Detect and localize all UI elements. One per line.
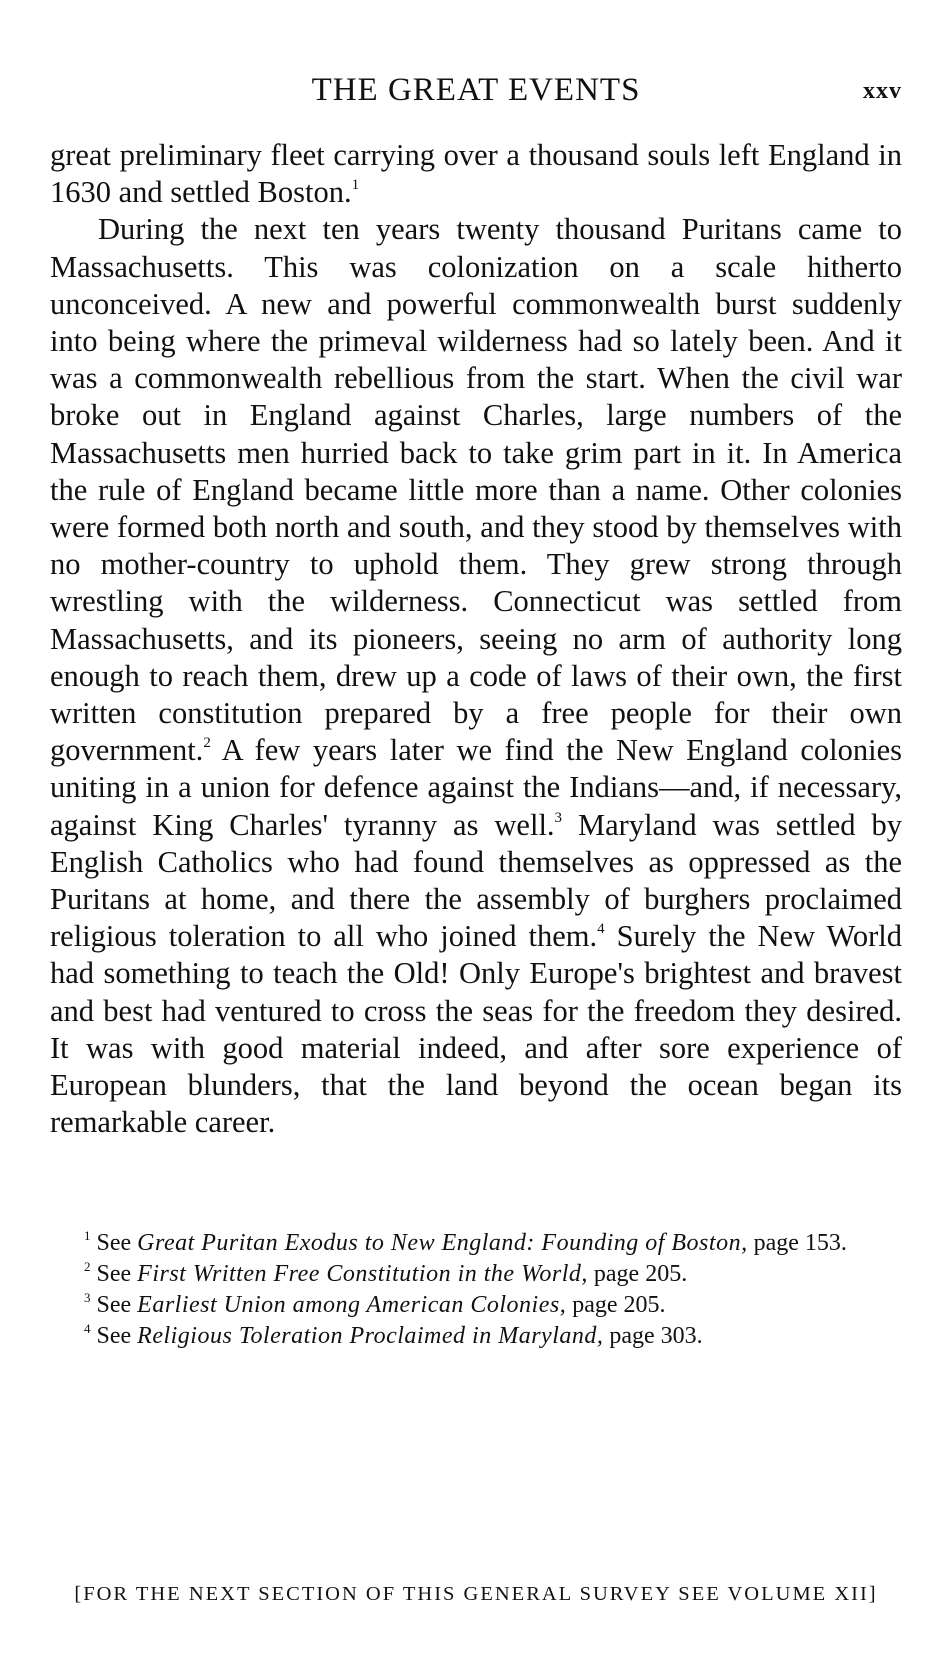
paragraph-2-text-a: During the next ten years twenty thousand Puritans came to Massachusetts. This was colonization on a scale hitherto unconceived. A new and powerful commonwealth burst suddenly into being where the primeval wilderness had so lately been. And it was a commonwealth rebellious from the start. When the civil war broke out in England against Charles, large numbers of the Massachusetts men hurried back to take grim part in it. In America the rule of England became little more than a name. Other colonies were formed both north and south, and they stood by themselves with no mother-country to uphold them. They grew strong through wrestling with the wilderness. Connecticut was settled from Massachusetts, and its pioneers, seeing no arm of authority long enough to reach them, drew up a code of laws of their own, the first written constitution prepared by a free people for their own government.: [50, 212, 902, 768]
footnote-see: See: [96, 1323, 138, 1349]
body-text: [50, 137, 902, 1141]
paragraph-2-text-d: Surely the New World had something to teach the Old! Only Europe's brightest and bravest and best had ventured to cross the seas for the freedom they desired. It was with good material indeed, and after sore experience of European blunders, that the land beyond the ocean began its remarkable career.: [50, 919, 903, 1140]
footnote-title: First Written Free Constitution in the World,: [137, 1261, 588, 1287]
footnote-number: 4: [84, 1321, 91, 1336]
footnotes: [50, 1228, 902, 1352]
footnote-title: Religious Toleration Proclaimed in Maryland,: [137, 1323, 604, 1349]
footnote-number: 1: [84, 1228, 91, 1243]
footnote-see: See: [96, 1292, 138, 1318]
paragraph-2-text-b: A few years later we find the New England colonies uniting in a union for defence against the Indians—and, if necessary, against King Charles' tyranny as well.: [50, 733, 902, 842]
footnote-ref-3: 3: [554, 809, 563, 826]
footnote-see: See: [96, 1261, 138, 1287]
paragraph-1: [50, 137, 902, 211]
footnote-ref-1: 1: [351, 177, 360, 194]
book-page: [50, 0, 902, 1673]
footnote-title: Earliest Union among American Colonies,: [137, 1292, 567, 1318]
paragraph-1-text: great preliminary fleet carrying over a thousand souls left England in 1630 and settled Boston.: [50, 138, 902, 210]
running-title: THE GREAT EVENTS: [311, 72, 641, 108]
paragraph-2: [50, 211, 902, 1141]
paragraph-2-text-c: Maryland was settled by English Catholics who had found themselves as oppressed as the Puritans at home, and there the assembly of burghers proclaimed religious toleration to all who joined them.: [50, 807, 902, 954]
footnote-number: 3: [84, 1290, 91, 1305]
footnote-ref-2: 2: [203, 735, 211, 752]
page-number: xxv: [863, 78, 902, 104]
footnote-number: 2: [84, 1259, 91, 1274]
footnote-page: page 153.: [747, 1230, 847, 1256]
footnote-2: [50, 1259, 902, 1290]
footnote-ref-4: 4: [597, 921, 605, 938]
footnote-page: page 205.: [587, 1261, 688, 1287]
footnote-3: [50, 1290, 902, 1321]
footnote-page: page 303.: [603, 1323, 703, 1349]
footnote-see: See: [96, 1230, 138, 1256]
footnote-page: page 205.: [566, 1292, 666, 1318]
footnote-1: [50, 1228, 902, 1259]
running-head: [50, 72, 902, 112]
footnote-title: Great Puritan Exodus to New England: Founding of Boston,: [137, 1230, 748, 1256]
footnote-4: [50, 1321, 902, 1352]
next-section-note: [FOR THE NEXT SECTION OF THIS GENERAL SURVEY SEE VOLUME XII]: [74, 1583, 878, 1605]
